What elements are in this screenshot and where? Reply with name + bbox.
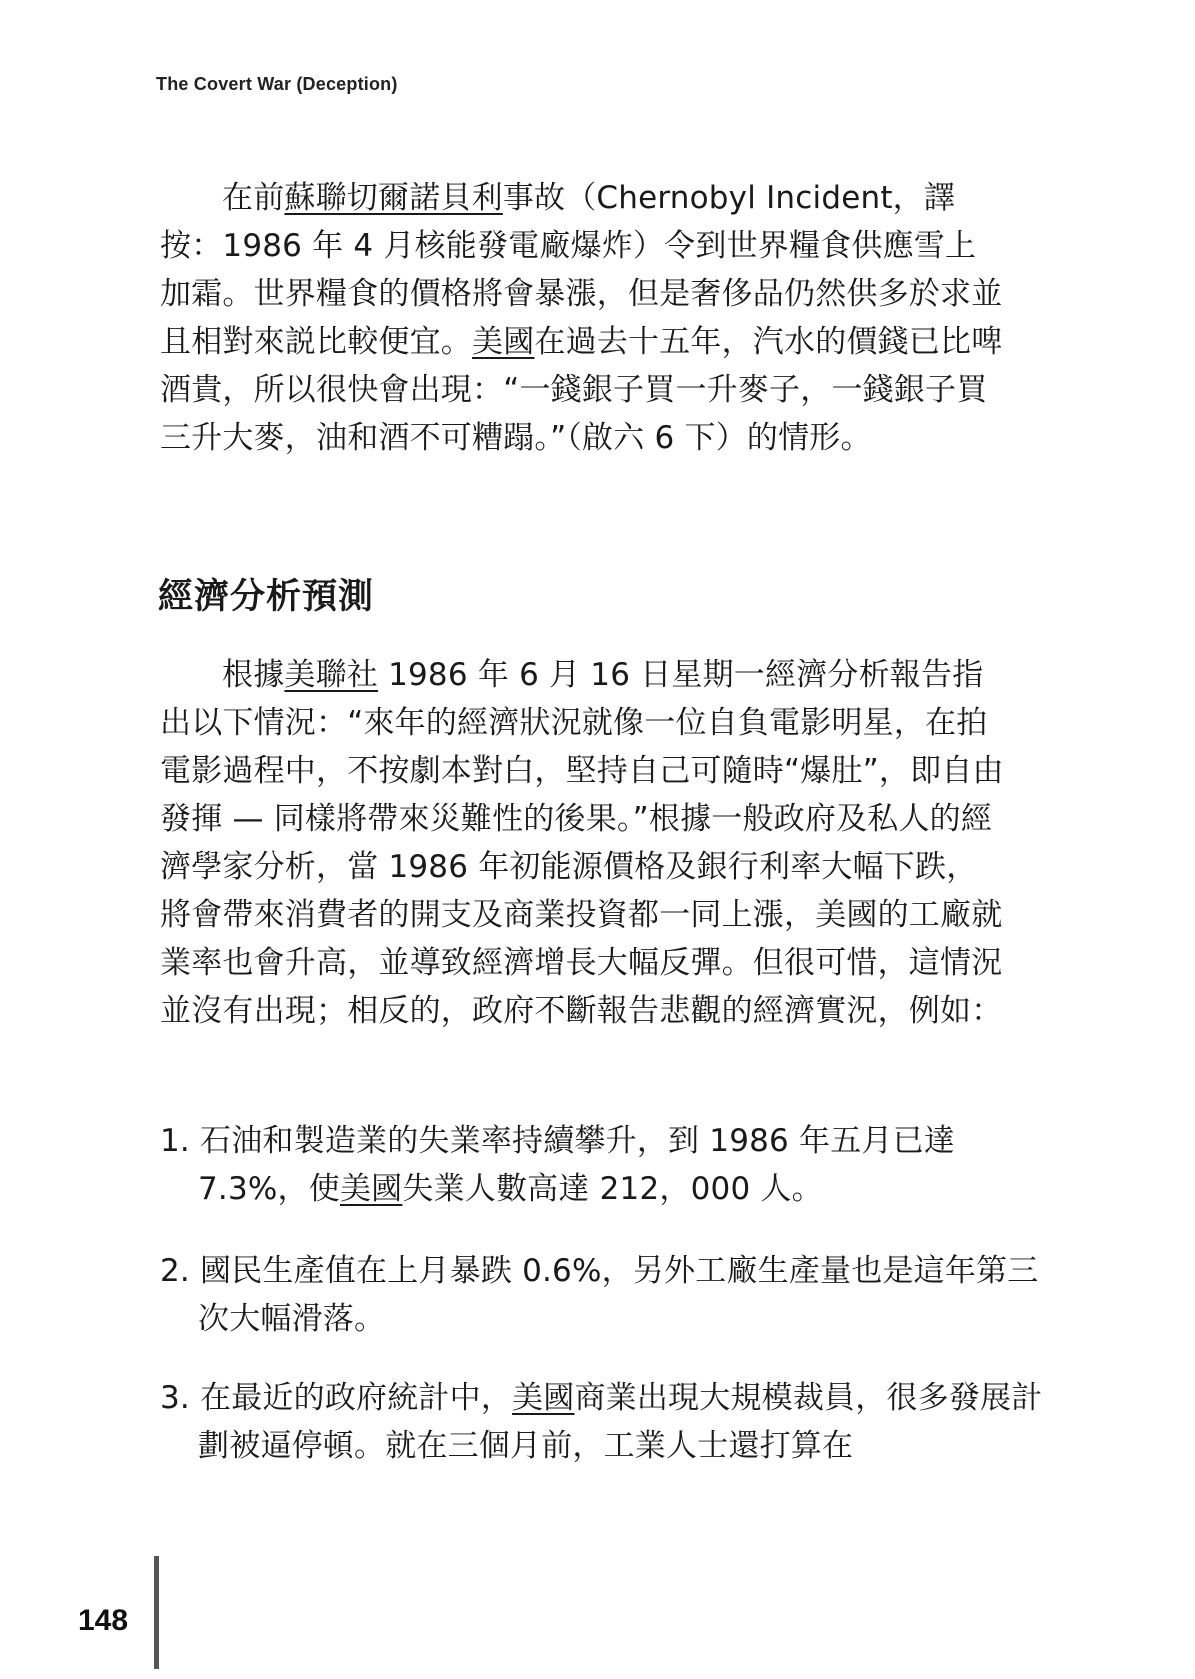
section-heading: 經濟分析預測 <box>158 577 375 617</box>
list-text: 國民生產值在上月暴跌 0.6%，另外工廠生產量也是這年第三次大幅滑落。 <box>198 1253 1039 1337</box>
list-number: 1. <box>160 1123 201 1159</box>
list-number: 2. <box>160 1253 201 1289</box>
paragraph-text: 在過去十五年，汽水的價錢已比啤酒貴，所以很快會出現：“一錢銀子買一升麥子，一錢銀子買三升大麥，油和酒不可糟蹋。”（啟六 6 下）的情形。 <box>160 324 1003 456</box>
list-item-1 <box>160 1117 1043 1213</box>
list-item-3 <box>160 1374 1043 1470</box>
page-number: 148 <box>78 1604 129 1637</box>
paragraph-text: 根據 <box>222 657 285 693</box>
list-text: 商業出現大規模裁員，很多發展計劃被逼停頓。就在三個月前，工業人士還打算在 <box>198 1380 1043 1464</box>
underlined-place-name: 美國 <box>512 1380 575 1416</box>
list-text: 石油和製造業的失業率持續攀升，到 1986 年五月已達 7.3%，使 <box>198 1123 956 1207</box>
underlined-place-name: 美國 <box>339 1171 403 1207</box>
list-item-2 <box>160 1247 1043 1343</box>
underlined-agency-name: 美聯社 <box>284 657 379 693</box>
page-number-rule <box>154 1556 159 1669</box>
list-number: 3. <box>160 1380 201 1416</box>
paragraph-text: 事故（Chernobyl Incident，譯按：1986 年 4 月核能發電廠爆炸）令到世界糧食供應雪上加霜。世界糧食的價格將會暴漲，但是奢侈品仍然供多於求並且相對來説比較便宜。 <box>160 180 1003 360</box>
paragraph-chernobyl <box>160 174 1005 462</box>
paragraph-economic-analysis <box>160 651 1005 1035</box>
list-text: 失業人數高達 212，000 人。 <box>402 1171 823 1207</box>
running-head: The Covert War (Deception) <box>156 74 398 94</box>
underlined-place-name: 蘇聯切爾諾貝利 <box>284 180 503 216</box>
paragraph-text: 1986 年 6 月 16 日星期一經濟分析報告指出以下情況：“來年的經濟狀況就像一位自負電影明星，在拍電影過程中，不按劇本對白，堅持自己可隨時“爆肚”，即自由發揮 — 同樣將帶來災難性的後果。”根據一般政府及私人的經濟學家分析，當 1986 年初能源價格及銀行利率大幅下跌，將會帶來消費者的開支及商業投資都一同上漲，美國的工廠就業率也會升高，並導致經濟增長大幅反彈。但很可惜，這情況並沒有出現；相反的，政府不斷報告悲觀的經濟實況，例如： <box>160 657 1004 1029</box>
paragraph-text: 在前 <box>222 180 285 216</box>
underlined-place-name: 美國 <box>472 324 535 360</box>
list-text: 在最近的政府統計中， <box>200 1380 513 1416</box>
